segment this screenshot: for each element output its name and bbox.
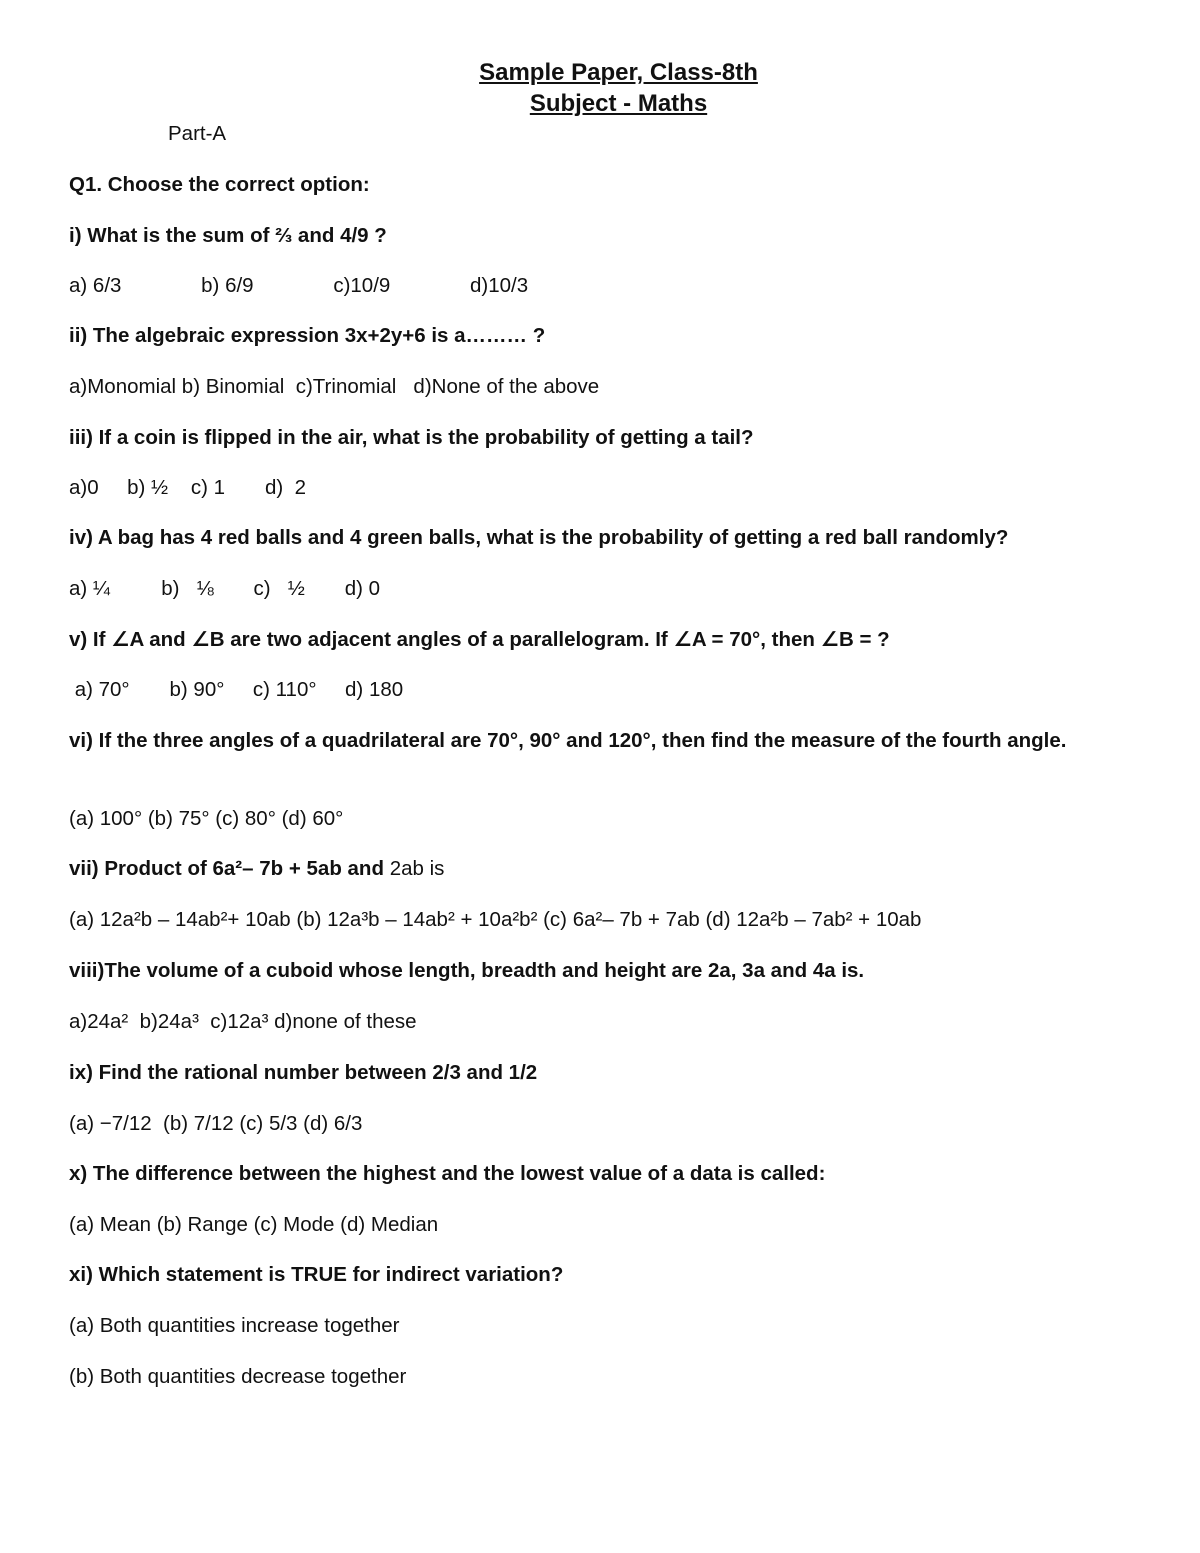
question-10-text: x) The difference between the highest and the lowest value of a data is called: [69,1162,826,1185]
question-9-options: (a) −7/12 (b) 7/12 (c) 5/3 (d) 6/3 [69,1112,363,1135]
question-9-text: ix) Find the rational number between 2/3 and 1/2 [69,1061,538,1084]
question-11-option-a: (a) Both quantities increase together [69,1314,400,1337]
question-11-option-b: (b) Both quantities decrease together [69,1365,407,1388]
question-5-options: a) 70° b) 90° c) 110° d) 180 [69,678,404,701]
question-2-options: a)Monomial b) Binomial c)Trinomial d)None of the above [69,375,600,398]
question-4-options: a) ¼ b) ⅛ c) ½ d) 0 [69,577,381,600]
question-6-text: vi) If the three angles of a quadrilateral are 70°, 90° and 120°, then find the measure of the fourth angle. [69,729,1067,752]
question-10-options: (a) Mean (b) Range (c) Mode (d) Median [69,1213,439,1236]
question-8-text: viii)The volume of a cuboid whose length, breadth and height are 2a, 3a and 4a is. [69,959,865,982]
question-4-text: iv) A bag has 4 red balls and 4 green balls, what is the probability of getting a red ball randomly? [69,526,1009,549]
question-3-text: iii) If a coin is flipped in the air, what is the probability of getting a tail? [69,426,754,449]
question-7-text [69,855,1179,882]
question-7-text-plain: 2ab is [389,857,445,880]
paper-title: Sample Paper, Class-8th [479,59,758,86]
q1-heading: Q1. Choose the correct option: [69,173,370,196]
question-7-options: (a) 12a²b – 14ab²+ 10ab (b) 12a³b – 14ab² + 10a²b² (c) 6a²– 7b + 7ab (d) 12a²b – 7ab² + 10ab [69,908,922,931]
paper-subject: Subject - Maths [529,90,708,117]
question-8-options: a)24a² b)24a³ c)12a³ d)none of these [69,1010,417,1033]
question-5-text: v) If ∠A and ∠B are two adjacent angles of a parallelogram. If ∠A = 70°, then ∠B = ? [69,628,890,651]
part-label: Part-A [168,122,227,145]
question-7-text-bold: vii) Product of 6a²– 7b + 5ab and [69,857,390,880]
question-1-options: a) 6/3 b) 6/9 c)10/9 d)10/3 [69,274,529,297]
question-2-text: ii) The algebraic expression 3x+2y+6 is a……… ? [69,324,546,347]
question-3-options: a)0 b) ½ c) 1 d) 2 [69,476,306,499]
question-6-options: (a) 100° (b) 75° (c) 80° (d) 60° [69,807,344,830]
question-1-text: i) What is the sum of ⅔ and 4/9 ? [69,224,387,247]
question-11-text: xi) Which statement is TRUE for indirect variation? [69,1263,564,1286]
